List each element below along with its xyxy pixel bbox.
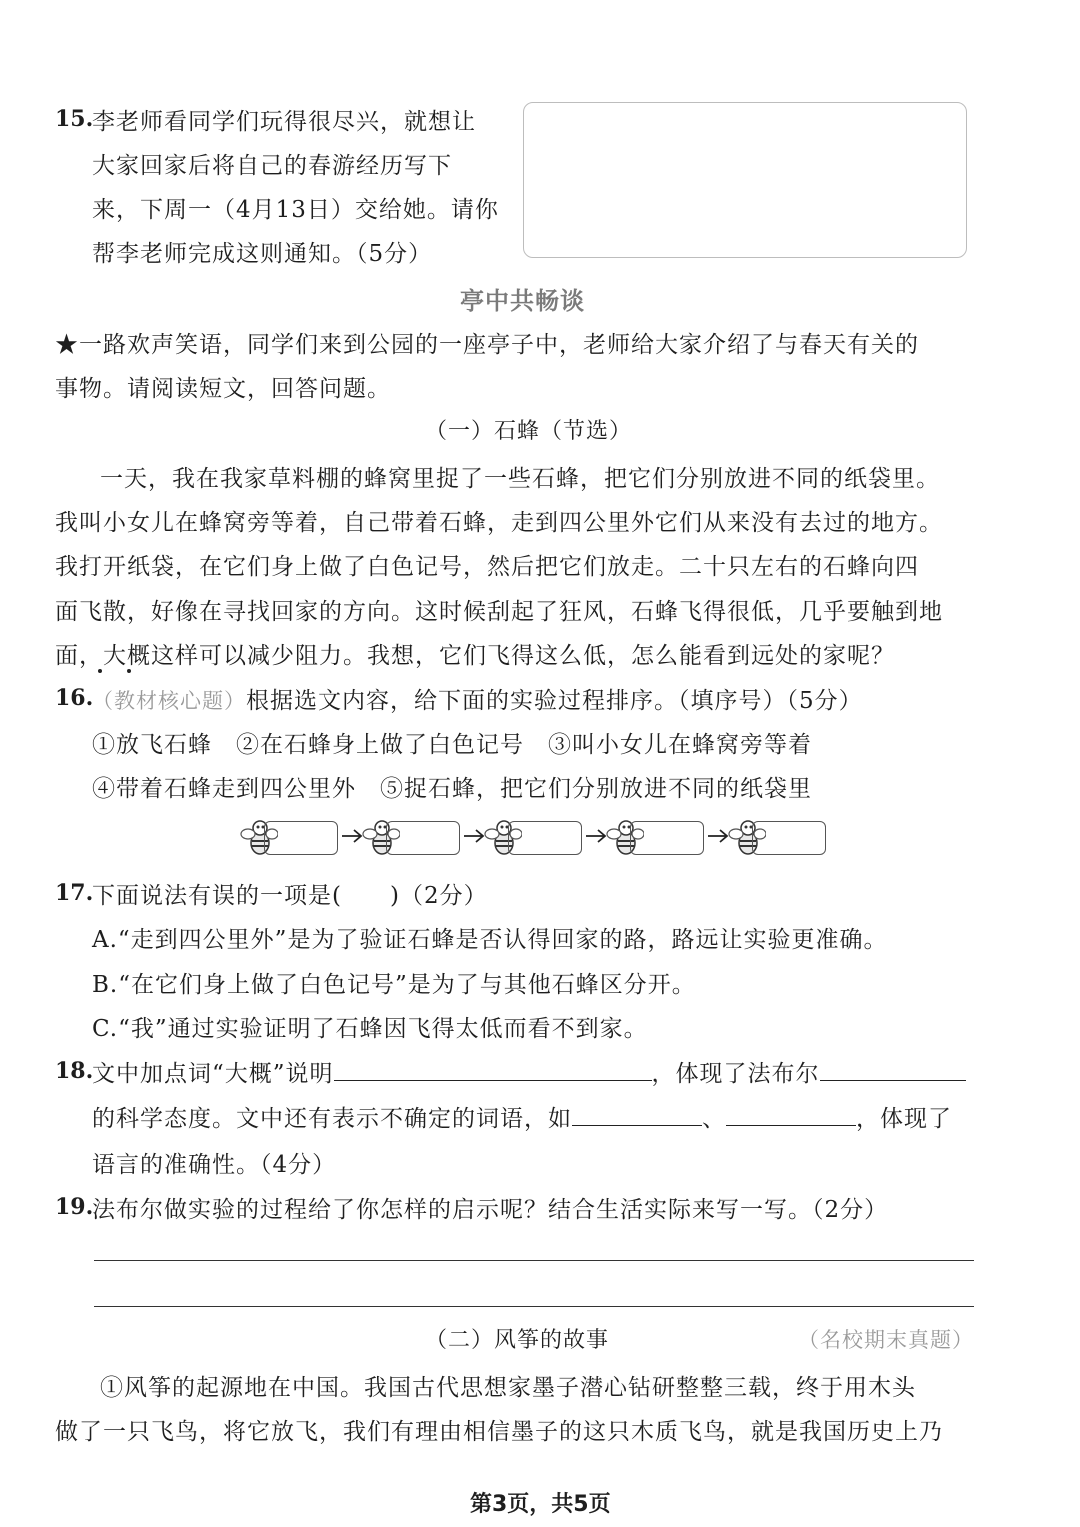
- question-18-number: 18.: [55, 1058, 94, 1084]
- question-15-line-3: 来，下周一（4月13日）交给她。请你: [92, 197, 499, 223]
- sequence-box-2[interactable]: [386, 821, 460, 855]
- question-17-number: 17.: [55, 880, 94, 906]
- question-18-part-2: ，体现了法布尔: [651, 1061, 820, 1087]
- passage-1-line-5: 面，大概这样可以减少阻力。我想，它们飞得这么低，怎么能看到远处的家呢？: [55, 643, 895, 669]
- sequence-flow: [240, 817, 830, 861]
- passage-1-line-1: 一天，我在我家草料棚的蜂窝里捉了一些石蜂，把它们分别放进不同的纸袋里。: [100, 466, 940, 492]
- sequence-box-1[interactable]: [264, 821, 338, 855]
- question-15-line-4: 帮李老师完成这则通知。（5分）: [92, 241, 433, 267]
- arrow-right-icon: [464, 826, 486, 846]
- question-18-line-3: 语言的准确性。（4分）: [92, 1152, 337, 1178]
- passage-1-line-3: 我打开纸袋，在它们身上做了白色记号，然后把它们放走。二十只左右的石蜂向四: [55, 554, 919, 580]
- passage-1-title: [425, 414, 632, 445]
- emphasis-dot-2: [127, 669, 131, 673]
- sequence-box-3[interactable]: [508, 821, 582, 855]
- sequence-box-4[interactable]: [630, 821, 704, 855]
- question-16-text: 根据选文内容，给下面的实验过程排序。（填序号）（5分）: [246, 688, 863, 714]
- question-15-line-1: 李老师看同学们玩得很尽兴，就想让: [92, 109, 476, 135]
- question-16-number: 16.: [55, 685, 94, 711]
- answer-blank-1[interactable]: [334, 1058, 652, 1081]
- question-18-part-5: ，体现了: [856, 1106, 952, 1132]
- passage-2-title: （二）风筝的故事: [425, 1328, 610, 1353]
- question-15-line-2: 大家回家后将自己的春游经历写下: [92, 153, 452, 179]
- question-18-part-1: 文中加点词“大概”说明: [92, 1061, 334, 1087]
- question-18-line-1: [92, 1055, 966, 1088]
- notice-answer-box[interactable]: [523, 102, 967, 258]
- question-16-options-row-1: ①放飞石蜂 ②在石蜂身上做了白色记号 ③叫小女儿在蜂窝旁等着: [92, 732, 812, 758]
- passage-1-subtitle: （节选）: [540, 419, 633, 444]
- writing-line-2[interactable]: [94, 1306, 974, 1307]
- question-18-part-4: 、: [702, 1106, 726, 1132]
- question-16-stem: [92, 682, 863, 715]
- page-number: 第3页，共5页: [470, 1492, 611, 1517]
- writing-line-1[interactable]: [94, 1260, 974, 1261]
- intro-line-1: ★一路欢声笑语，同学们来到公园的一座亭子中，老师给大家介绍了与春天有关的: [55, 332, 919, 358]
- question-16-options-row-2: ④带着石蜂走到四公里外 ⑤捉石蜂，把它们分别放进不同的纸袋里: [92, 776, 812, 802]
- arrow-right-icon: [342, 826, 364, 846]
- section-title: 亭中共畅谈: [460, 287, 585, 315]
- arrow-right-icon: [586, 826, 608, 846]
- question-19-text: 法布尔做实验的过程给了你怎样的启示呢？结合生活实际来写一写。（2分）: [92, 1197, 889, 1223]
- passage-1-line-4: 面飞散，好像在寻找回家的方向。这时候刮起了狂风，石蜂飞得很低，几乎要触到地: [55, 599, 943, 625]
- arrow-right-icon: [708, 826, 730, 846]
- question-18-part-3: 的科学态度。文中还有表示不确定的词语，如: [92, 1106, 572, 1132]
- question-17-option-c: C.“我”通过实验证明了石蜂因飞得太低而看不到家。: [92, 1016, 648, 1042]
- passage-1-title-text: （一）石蜂: [425, 419, 541, 444]
- intro-line-2: 事物。请阅读短文，回答问题。: [55, 376, 391, 402]
- question-17-option-a: A.“走到四公里外”是为了验证石蜂是否认得回家的路，路远让实验更准确。: [92, 927, 888, 953]
- question-17-option-b: B.“在它们身上做了白色记号”是为了与其他石蜂区分开。: [92, 972, 696, 998]
- question-16-tag: （教材核心题）: [92, 689, 246, 713]
- answer-blank-2[interactable]: [820, 1058, 966, 1081]
- passage-2-line-1: ①风筝的起源地在中国。我国古代思想家墨子潜心钻研整整三载，终于用木头: [100, 1375, 916, 1401]
- passage-2-tag: （名校期末真题）: [798, 1328, 974, 1352]
- passage-1-line-2: 我叫小女儿在蜂窝旁等着，自己带着石蜂，走到四公里外它们从来没有去过的地方。: [55, 510, 943, 536]
- question-15-number: 15.: [55, 106, 94, 132]
- emphasis-dot-1: [98, 669, 102, 673]
- sequence-box-5[interactable]: [752, 821, 826, 855]
- question-18-line-2: [92, 1100, 952, 1133]
- question-17-text: 下面说法有误的一项是( )（2分）: [92, 883, 488, 909]
- question-19-number: 19.: [55, 1194, 94, 1220]
- answer-blank-3[interactable]: [572, 1103, 702, 1126]
- passage-2-line-2: 做了一只飞鸟，将它放飞，我们有理由相信墨子的这只木质飞鸟，就是我国历史上乃: [55, 1419, 943, 1445]
- answer-blank-4[interactable]: [726, 1103, 856, 1126]
